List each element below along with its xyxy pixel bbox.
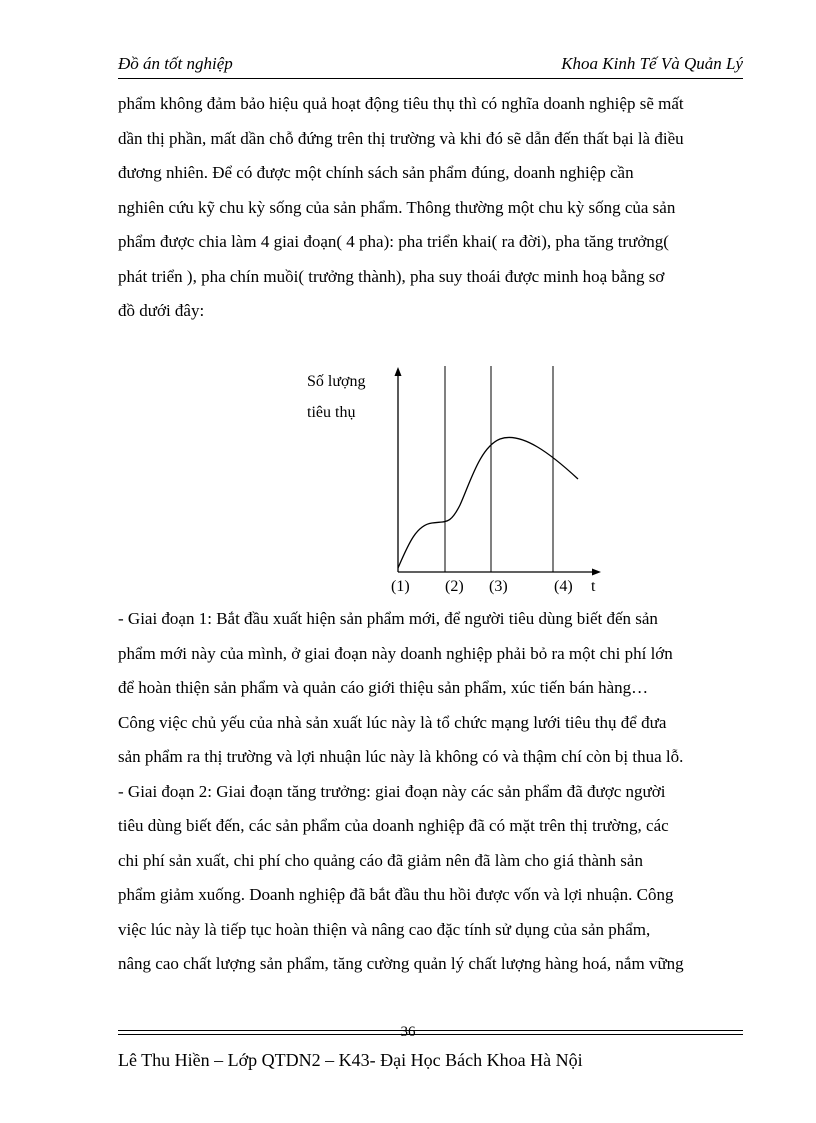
paragraph-line: phẩm giảm xuống. Doanh nghiệp đã bắt đầu thu hồi được vốn và lợi nhuận. Công — [118, 885, 674, 904]
paragraph-line: Công việc chủ yếu của nhà sản xuất lúc này là tổ chức mạng lưới tiêu thụ để đưa — [118, 712, 667, 732]
paragraph-1 — [118, 87, 743, 329]
paragraph-line: - Giai đoạn 1: Bắt đầu xuất hiện sản phẩm mới, để người tiêu dùng biết đến sản — [118, 609, 658, 628]
y-axis-arrow — [395, 367, 402, 376]
paragraph-line: nâng cao chất lượng sản phẩm, tăng cường quản lý chất lượng hàng hoá, nắm vững — [118, 954, 684, 973]
paragraph-line: phẩm mới này của mình, ở giai đoạn này doanh nghiệp phải bỏ ra một chi phí lớn — [118, 643, 673, 663]
paragraph-line: tiêu dùng biết đến, các sản phẩm của doanh nghiệp đã có mặt trên thị trường, các — [118, 816, 669, 835]
paragraph-line: - Giai đoạn 2: Giai đoạn tăng trưởng: giai đoạn này các sản phẩm đã được người — [118, 781, 666, 801]
stage-label-1: (1) — [391, 578, 410, 595]
paragraph-2 — [118, 602, 743, 982]
paragraph-line: dần thị phần, mất dần chỗ đứng trên thị trường và khi đó sẽ dẫn đến thất bại là điều — [118, 128, 684, 148]
paragraph-line: chi phí sản xuất, chi phí cho quảng cáo đã giảm nên đã làm cho giá thành sản — [118, 850, 643, 870]
paragraph-line: nghiên cứu kỹ chu kỳ sống của sản phẩm. Thông thường một chu kỳ sống của sản — [118, 197, 676, 217]
page-header — [118, 52, 743, 79]
paragraph-line: sản phẩm ra thị trường và lợi nhuận lúc này là không có và thậm chí còn bị thua lỗ. — [118, 747, 684, 766]
x-axis-label: t — [591, 578, 596, 595]
paragraph-line: phát triển ), pha chín muồi( trưởng thành), pha suy thoái được minh hoạ bằng sơ — [118, 266, 665, 286]
paragraph-line: việc lúc này là tiếp tục hoàn thiện và nâng cao đặc tính sử dụng của sản phẩm, — [118, 919, 651, 939]
stage-label-4: (4) — [554, 578, 573, 595]
footer-text: Lê Thu Hiền – Lớp QTDN2 – K43- Đại Học Bách Khoa Hà Nội — [118, 1050, 583, 1070]
y-axis-label-line-2: tiêu thụ — [307, 404, 356, 421]
paragraph-line: phẩm không đảm bảo hiệu quả hoạt động tiêu thụ thì có nghĩa doanh nghiệp sẽ mất — [118, 94, 684, 113]
x-axis-arrow — [592, 569, 601, 576]
paragraph-line: để hoàn thiện sản phẩm và quản cáo giới thiệu sản phẩm, xúc tiến bán hàng… — [118, 678, 649, 697]
sales-curve — [398, 437, 578, 568]
header-left: Đồ án tốt nghiệp — [118, 54, 233, 73]
paragraph-line: đương nhiên. Để có được một chính sách sản phẩm đúng, doanh nghiệp cần — [118, 163, 634, 182]
y-axis-label-line-1: Số lượng — [307, 373, 366, 390]
stage-label-3: (3) — [489, 578, 508, 595]
paragraph-line: đồ dưới đây: — [118, 301, 205, 320]
header-right: Khoa Kinh Tế Và Quản Lý — [561, 54, 743, 73]
product-life-cycle-chart — [290, 355, 620, 600]
page-number: 36 — [400, 1024, 416, 1040]
paragraph-line: phẩm được chia làm 4 giai đoạn( 4 pha): pha triển khai( ra đời), pha tăng trưởng( — [118, 232, 669, 251]
stage-label-2: (2) — [445, 578, 464, 595]
